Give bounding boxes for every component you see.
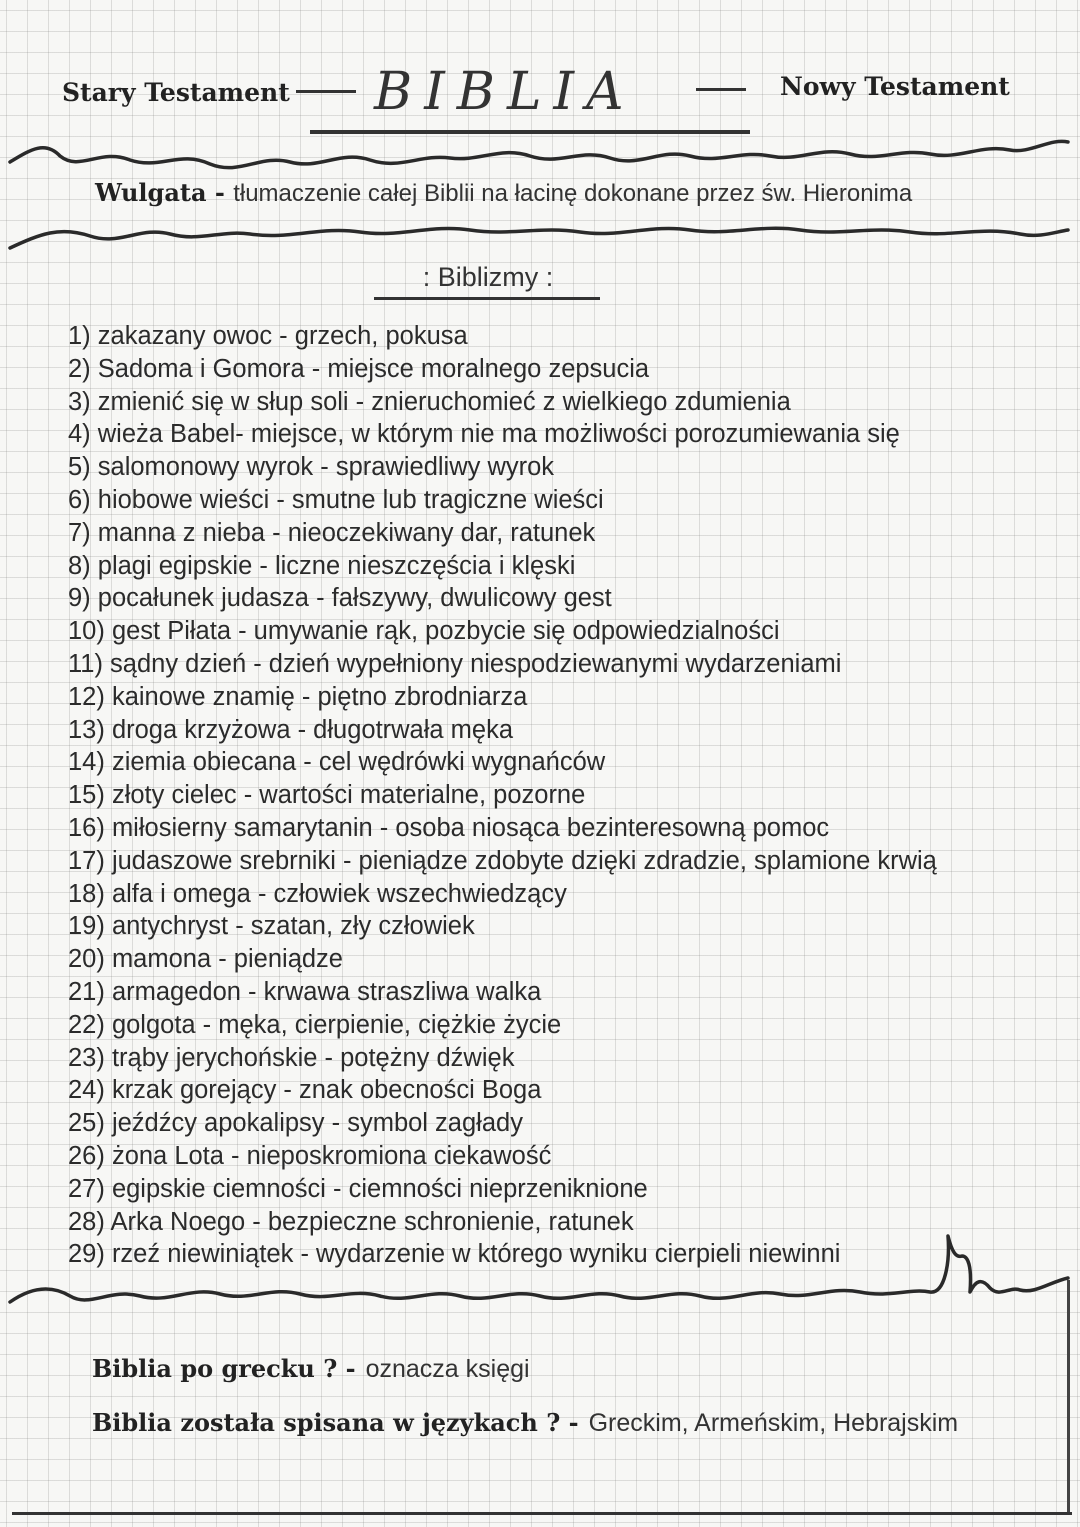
list-item: 11) sądny dzień - dzień wypełniony niespodziewanymi wydarzeniami	[68, 649, 842, 678]
title-dash-left	[296, 90, 356, 93]
question-answer: oznacza księgi	[365, 1355, 530, 1383]
header-left-label: Stary Testament	[62, 78, 290, 107]
list-item: 20) mamona - pieniądze	[68, 945, 343, 974]
list-item: 15) złoty cielec - wartości materialne, pozorne	[68, 781, 586, 810]
list-item: 8) plagi egipskie - liczne nieszczęścia i klęski	[68, 551, 576, 580]
list-item: 24) krzak gorejący - znak obecności Boga	[68, 1076, 542, 1105]
wave-divider-1	[0, 120, 1080, 180]
wulgata-separator: -	[206, 178, 234, 207]
wulgata-text: tłumaczenie całej Biblii na łacinę dokonane przez św. Hieronima	[233, 180, 913, 207]
page-bottom-border	[12, 1512, 1072, 1515]
list-item: 17) judaszowe srebrniki - pieniądze zdobyte dzięki zdradzie, splamione krwią	[68, 846, 937, 875]
list-item: 27) egipskie ciemności - ciemności nieprzeniknione	[68, 1174, 648, 1203]
list-item: 19) antychryst - szatan, zły człowiek	[68, 912, 475, 941]
list-item: 29) rzeź niewiniątek - wydarzenie w którego wyniku cierpieli niewinni	[68, 1240, 841, 1269]
wulgata-definition	[95, 178, 912, 208]
list-item: 4) wieża Babel- miejsce, w którym nie ma możliwości porozumiewania się	[68, 420, 900, 449]
biblizmy-list	[68, 320, 937, 1271]
list-item: 3) zmienić się w słup soli - znieruchomieć z wielkiego zdumienia	[68, 387, 791, 416]
list-item: 2) Sadoma i Gomora - miejsce moralnego zepsucia	[68, 354, 650, 383]
page-right-border	[1067, 1280, 1070, 1514]
biblizmy-heading: : Biblizmy :	[422, 262, 554, 292]
list-item: 16) miłosierny samarytanin - osoba niosąca bezinteresowną pomoc	[68, 813, 830, 842]
list-item: 14) ziemia obiecana - cel wędrówki wygnańców	[68, 748, 606, 777]
list-item: 9) pocałunek judasza - fałszywy, dwulicowy gest	[68, 584, 612, 613]
list-item: 23) trąby jerychońskie - potężny dźwięk	[68, 1043, 515, 1072]
title-dash-right	[696, 88, 746, 91]
list-item: 22) golgota - męka, cierpienie, ciężkie życie	[68, 1010, 562, 1039]
question-answer: Greckim, Armeńskim, Hebrajskim	[588, 1409, 959, 1437]
question-greek	[92, 1354, 530, 1384]
list-item: 6) hiobowe wieści - smutne lub tragiczne wieści	[68, 485, 604, 514]
list-item: 12) kainowe znamię - piętno zbrodniarza	[68, 682, 528, 711]
wulgata-label: Wulgata	[95, 178, 207, 207]
list-item: 5) salomonowy wyrok - sprawiedliwy wyrok	[68, 453, 555, 482]
list-item: 1) zakazany owoc - grzech, pokusa	[68, 322, 468, 350]
list-item: 21) armagedon - krwawa straszliwa walka	[68, 977, 542, 1006]
list-item: 28) Arka Noego - bezpieczne schronienie, ratunek	[68, 1207, 634, 1236]
question-languages	[92, 1408, 958, 1438]
page-title: BIBLIA	[374, 62, 636, 122]
list-item: 26) żona Lota - nieposkromiona ciekawość	[68, 1141, 552, 1170]
question-label: Biblia po grecku ? -	[92, 1354, 356, 1383]
list-item: 13) droga krzyżowa - długotrwała męka	[68, 715, 514, 744]
biblizmy-underline	[374, 297, 600, 300]
list-item: 25) jeźdźcy apokalipsy - symbol zagłady	[68, 1109, 523, 1138]
list-item: 10) gest Piłata - umywanie rąk, pozbycie się odpowiedzialności	[68, 617, 780, 646]
list-item: 7) manna z nieba - nieoczekiwany dar, ratunek	[68, 518, 596, 547]
wave-divider-2	[0, 212, 1080, 262]
header-right-label: Nowy Testament	[780, 72, 1010, 101]
question-label: Biblia została spisana w językach ? -	[92, 1408, 579, 1437]
wave-divider-3	[0, 1222, 1080, 1332]
list-item: 18) alfa i omega - człowiek wszechwiedzący	[68, 879, 567, 908]
